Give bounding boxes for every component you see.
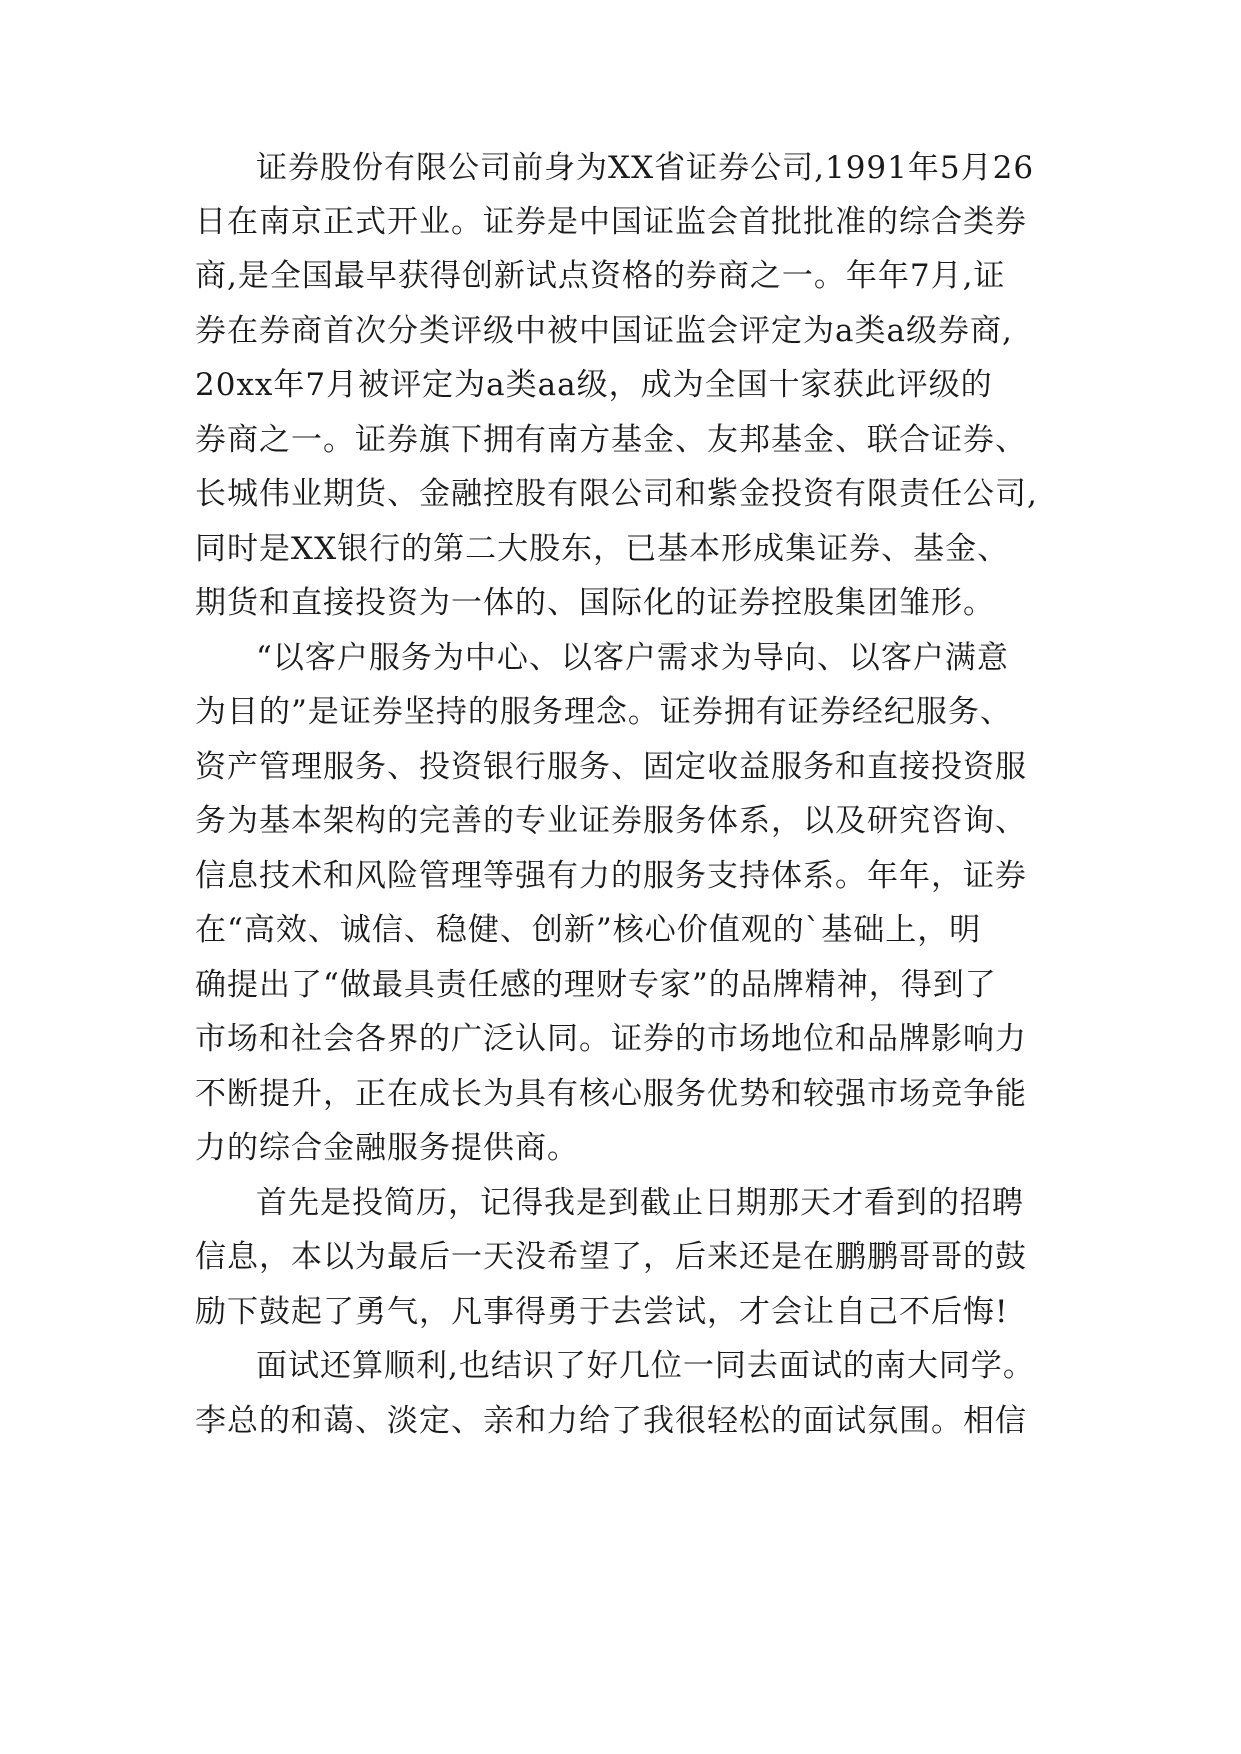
text-line: 信息，本以为最后一天没希望了，后来还是在鹏鹏哥哥的鼓 <box>195 1239 1027 1275</box>
text-line: 在“高效、诚信、稳健、创新”核心价值观的`基础上，明 <box>195 912 982 948</box>
text-line: 为目的”是证券坚持的服务理念。证券拥有证券经纪服务、 <box>195 694 1012 730</box>
text-line: 券在券商首次分类评级中被中国证监会评定为a类a级券商, <box>195 313 1013 349</box>
text-line: 信息技术和风险管理等强有力的服务支持体系。年年，证券 <box>195 858 1027 894</box>
text-line: 励下鼓起了勇气，凡事得勇于去尝试，才会让自己不后悔! <box>195 1294 1009 1330</box>
text-line: 期货和直接投资为一体的、国际化的证券控股集团雏形。 <box>195 585 995 621</box>
text-line: 20xx年7月被评定为a类aa级，成为全国十家获此评级的 <box>195 367 993 403</box>
text-line: 商,是全国最早获得创新试点资格的券商之一。年年7月,证 <box>195 258 1006 294</box>
text-line: 务为基本架构的完善的专业证券服务体系，以及研究咨询、 <box>195 803 1027 839</box>
text-line: 不断提升，正在成长为具有核心服务优势和较强市场竞争能 <box>195 1076 1027 1112</box>
text-line: 长城伟业期货、金融控股有限公司和紫金投资有限责任公司, <box>195 476 1038 512</box>
text-line: 首先是投简历，记得我是到截止日期那天才看到的招聘 <box>256 1185 1024 1221</box>
text-line: 同时是XX银行的第二大股东，已基本形成集证券、基金、 <box>195 531 1010 567</box>
text-line: 李总的和蔼、淡定、亲和力给了我很轻松的面试氛围。相信 <box>195 1403 1027 1439</box>
text-line: 力的综合金融服务提供商。 <box>195 1130 579 1166</box>
text-line: “以客户服务为中心、以客户需求为导向、以客户满意 <box>256 640 1009 676</box>
text-line: 资产管理服务、投资银行服务、固定收益服务和直接投资服 <box>195 749 1027 785</box>
text-line: 确提出了“做最具责任感的理财专家”的品牌精神，得到了 <box>195 967 997 1003</box>
text-line: 证券股份有限公司前身为XX省证券公司,1991年5月26 <box>256 150 1035 186</box>
text-line: 市场和社会各界的广泛认同。证券的市场地位和品牌影响力 <box>195 1021 1027 1057</box>
text-line: 券商之一。证券旗下拥有南方基金、友邦基金、联合证券、 <box>195 422 1027 458</box>
text-line: 日在南京正式开业。证券是中国证监会首批批准的综合类券 <box>195 204 1027 240</box>
text-line: 面试还算顺利,也结识了好几位一同去面试的南大同学。 <box>256 1348 1035 1384</box>
